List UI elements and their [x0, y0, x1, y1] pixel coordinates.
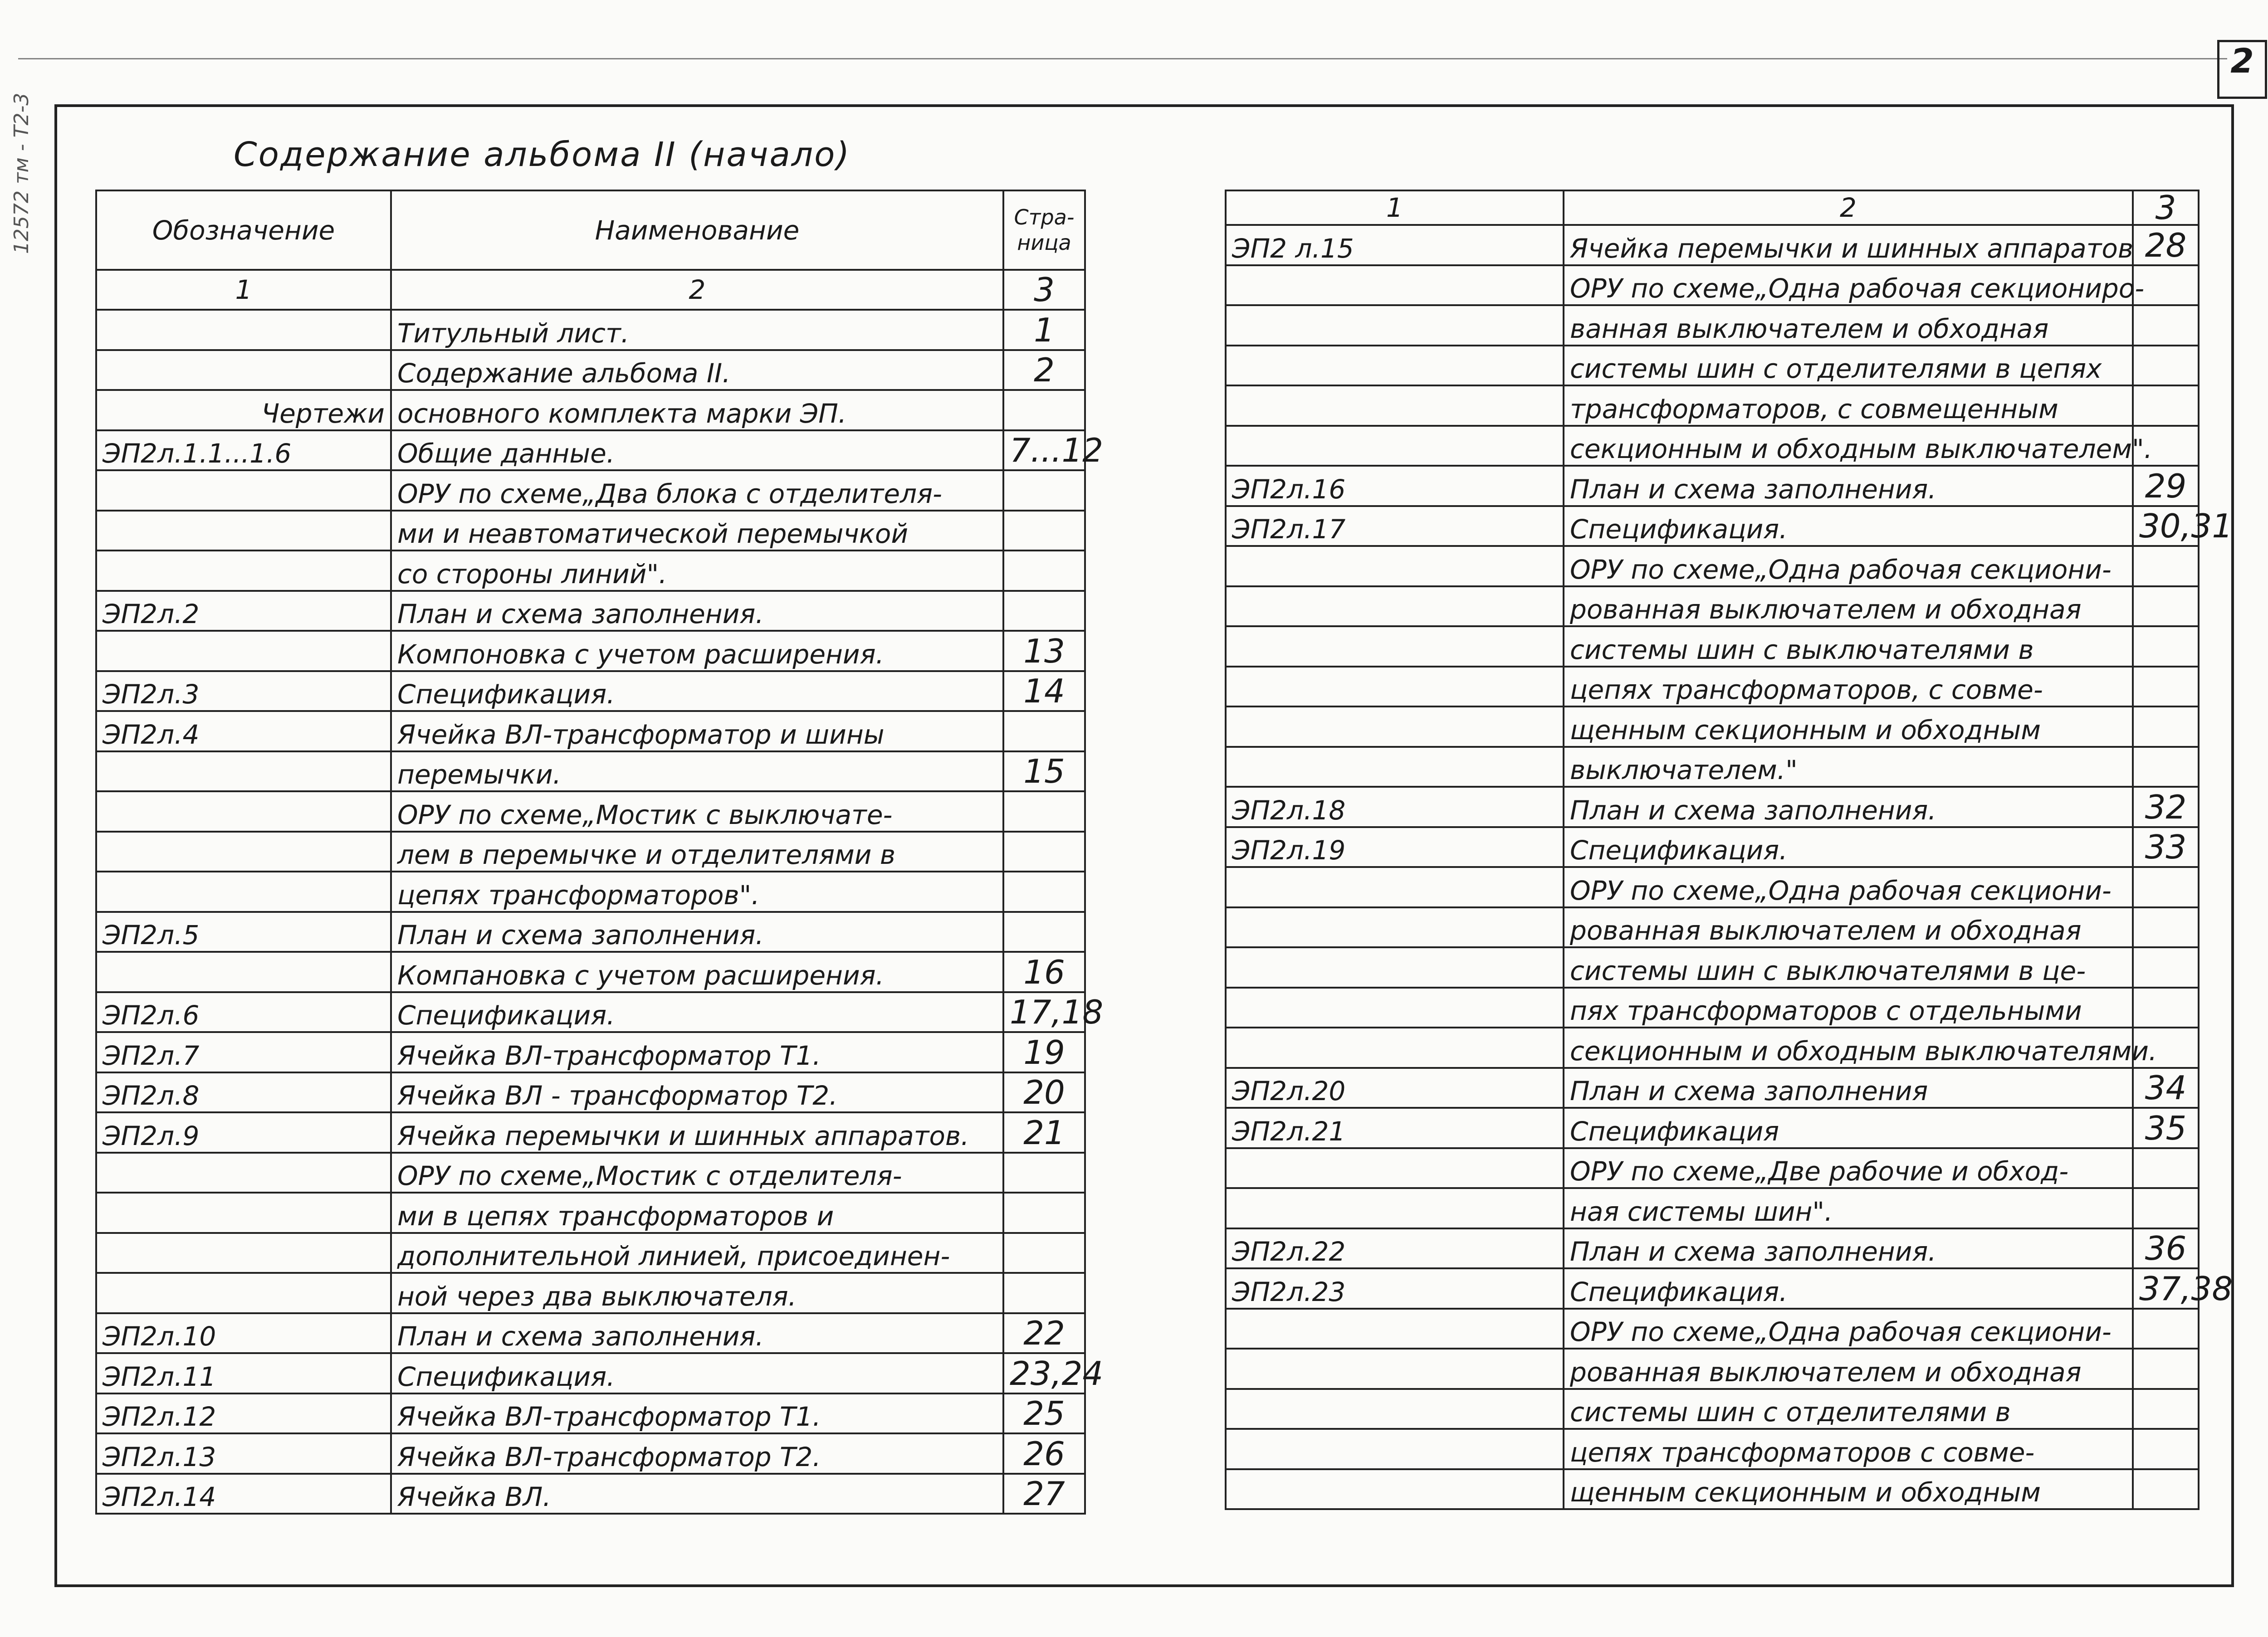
- right-colnum-row: [1226, 190, 2199, 225]
- row-name: лем в перемычке и отделителями в: [391, 832, 1003, 872]
- row-page: [2133, 1349, 2199, 1389]
- row-name: цепях трансформаторов с совме-: [1564, 1429, 2133, 1469]
- row-designation: [96, 310, 391, 350]
- row-designation: [1226, 667, 1564, 707]
- row-name: Спецификация.: [1564, 506, 2133, 546]
- row-designation: [96, 470, 391, 511]
- row-name: пях трансформаторов с отдельными: [1564, 988, 2133, 1028]
- row-name: системы шин с выключателями в: [1564, 626, 2133, 667]
- row-name: Ячейка перемычки и шинных аппаратов.: [391, 1112, 1003, 1153]
- table-row: [1226, 346, 2199, 386]
- row-page: 25: [1003, 1393, 1085, 1434]
- row-page: 22: [1003, 1313, 1085, 1354]
- row-page: [1003, 551, 1085, 591]
- row-name: дополнительной линией, присоединен-: [391, 1233, 1003, 1273]
- row-name: ОРУ по схеме„Мостик с отделителя-: [391, 1153, 1003, 1193]
- row-designation: [1226, 1188, 1564, 1228]
- table-row: [1226, 667, 2199, 707]
- row-name: цепях трансформаторов".: [391, 872, 1003, 912]
- row-page: 19: [1003, 1032, 1085, 1072]
- row-name: Ячейка ВЛ - трансформатор Т2.: [391, 1072, 1003, 1113]
- row-name: ми в цепях трансформаторов и: [391, 1193, 1003, 1233]
- table-row: [96, 1072, 1085, 1113]
- row-name: Спецификация.: [391, 1353, 1003, 1393]
- row-page: 30,31: [2133, 506, 2199, 546]
- table-row: [96, 952, 1085, 992]
- table-row: [96, 751, 1085, 792]
- row-designation: ЭП2л.21: [1226, 1108, 1564, 1148]
- row-designation: [96, 551, 391, 591]
- row-designation: ЭП2л.19: [1226, 827, 1564, 867]
- table-row: [96, 791, 1085, 832]
- row-name: План и схема заполнения.: [1564, 787, 2133, 827]
- row-name: ОРУ по схеме„Одна рабочая секциони-: [1564, 867, 2133, 907]
- row-page: [1003, 832, 1085, 872]
- row-designation: [1226, 265, 1564, 306]
- row-page: [2133, 1309, 2199, 1349]
- row-page: [2133, 947, 2199, 988]
- row-name: Спецификация.: [391, 671, 1003, 711]
- table-row: [96, 310, 1085, 350]
- row-name: Ячейка ВЛ-трансформатор Т1.: [391, 1032, 1003, 1072]
- row-page: 2: [1003, 350, 1085, 390]
- row-page: [1003, 470, 1085, 511]
- row-name: ОРУ по схеме„Одна рабочая секциони-: [1564, 1309, 2133, 1349]
- table-row: [1226, 706, 2199, 747]
- row-page: [2133, 667, 2199, 707]
- page-title: Содержание альбома II (начало): [234, 135, 851, 174]
- row-designation: [96, 631, 391, 671]
- row-page: [2133, 988, 2199, 1028]
- table-row: [1226, 385, 2199, 426]
- row-name: цепях трансформаторов, с совме-: [1564, 667, 2133, 707]
- row-name: основного комплекта марки ЭП.: [391, 390, 1003, 430]
- row-name: секционным и обходным выключателем".: [1564, 426, 2133, 466]
- row-name: системы шин с выключателями в це-: [1564, 947, 2133, 988]
- row-page: [1003, 1193, 1085, 1233]
- row-designation: ЭП2л.12: [96, 1393, 391, 1434]
- row-page: [2133, 1389, 2199, 1429]
- side-code: 12572 тм - Т2-3: [10, 93, 33, 254]
- table-row: [1226, 1108, 2199, 1148]
- colnum-2: 2: [391, 270, 1003, 310]
- table-row: [1226, 426, 2199, 466]
- table-row: [96, 591, 1085, 631]
- row-designation: ЭП2л.7: [96, 1032, 391, 1072]
- table-row: [96, 1193, 1085, 1233]
- row-page: 14: [1003, 671, 1085, 711]
- colnum-1: 1: [96, 270, 391, 310]
- colnum-1: 1: [1226, 190, 1564, 225]
- row-page: 33: [2133, 827, 2199, 867]
- table-row: [96, 430, 1085, 471]
- row-name: Ячейка ВЛ.: [391, 1474, 1003, 1514]
- table-row: [96, 1353, 1085, 1393]
- row-name: выключателем.": [1564, 747, 2133, 787]
- row-designation: [96, 1153, 391, 1193]
- row-designation: [1226, 706, 1564, 747]
- row-page: [1003, 1233, 1085, 1273]
- row-name: ной через два выключателя.: [391, 1273, 1003, 1313]
- row-designation: [1226, 867, 1564, 907]
- table-row: [96, 631, 1085, 671]
- table-row: [96, 1433, 1085, 1474]
- row-designation: [96, 791, 391, 832]
- table-row: [1226, 546, 2199, 586]
- table-row: [96, 1233, 1085, 1273]
- row-page: [1003, 390, 1085, 430]
- row-designation: [1226, 626, 1564, 667]
- table-row: [1226, 1228, 2199, 1269]
- row-page: [2133, 1469, 2199, 1510]
- row-name: секционным и обходным выключателями.: [1564, 1028, 2133, 1068]
- table-row: [1226, 1028, 2199, 1068]
- table-row: [1226, 867, 2199, 907]
- row-name: рованная выключателем и обходная: [1564, 1349, 2133, 1389]
- row-name: Ячейка ВЛ-трансформатор Т2.: [391, 1433, 1003, 1474]
- row-designation: ЭП2л.3: [96, 671, 391, 711]
- row-designation: ЭП2л.11: [96, 1353, 391, 1393]
- row-designation: [1226, 586, 1564, 627]
- row-page: 13: [1003, 631, 1085, 671]
- row-name: План и схема заполнения.: [1564, 1228, 2133, 1269]
- table-row: [1226, 1389, 2199, 1429]
- row-designation: [1226, 385, 1564, 426]
- row-name: Содержание альбома II.: [391, 350, 1003, 390]
- row-designation: [1226, 546, 1564, 586]
- row-name: Спецификация.: [1564, 827, 2133, 867]
- row-page: [1003, 1273, 1085, 1313]
- table-row: [96, 390, 1085, 430]
- row-page: 20: [1003, 1072, 1085, 1113]
- header-name: Наименование: [391, 190, 1003, 270]
- row-page: [2133, 867, 2199, 907]
- row-page: [1003, 791, 1085, 832]
- row-name: Компоновка с учетом расширения.: [391, 631, 1003, 671]
- row-designation: ЭП2л.2: [96, 591, 391, 631]
- row-designation: ЭП2л.9: [96, 1112, 391, 1153]
- colnum-2: 2: [1564, 190, 2133, 225]
- row-name: системы шин с отделителями в: [1564, 1389, 2133, 1429]
- table-row: [96, 1032, 1085, 1072]
- row-designation: ЭП2л.16: [1226, 466, 1564, 506]
- row-name: Общие данные.: [391, 430, 1003, 471]
- row-designation: ЭП2л.14: [96, 1474, 391, 1514]
- row-designation: ЭП2л.20: [1226, 1068, 1564, 1108]
- row-page: [2133, 1429, 2199, 1469]
- row-name: Титульный лист.: [391, 310, 1003, 350]
- row-name: ОРУ по схеме„Две рабочие и обход-: [1564, 1148, 2133, 1189]
- row-page: [2133, 305, 2199, 346]
- row-designation: [1226, 988, 1564, 1028]
- row-name: ная системы шин".: [1564, 1188, 2133, 1228]
- table-row: [1226, 1309, 2199, 1349]
- table-row: [96, 470, 1085, 511]
- row-designation: [96, 751, 391, 792]
- row-designation: [96, 1193, 391, 1233]
- table-row: [1226, 626, 2199, 667]
- row-name: ОРУ по схеме„Два блока с отделителя-: [391, 470, 1003, 511]
- header-page: Стра- ница: [1003, 190, 1085, 270]
- colnum-3: 3: [1003, 270, 1085, 310]
- row-name: Компановка с учетом расширения.: [391, 952, 1003, 992]
- left-contents-table: [95, 190, 1104, 1515]
- row-designation: [1226, 346, 1564, 386]
- row-page: 23,24: [1003, 1353, 1085, 1393]
- row-designation: [1226, 1028, 1564, 1068]
- row-name: ми и неавтоматической перемычкой: [391, 511, 1003, 551]
- row-name: рованная выключателем и обходная: [1564, 907, 2133, 948]
- table-row: [1226, 1349, 2199, 1389]
- row-designation: ЭП2л.22: [1226, 1228, 1564, 1269]
- row-designation: ЭП2л.4: [96, 711, 391, 751]
- row-designation: ЭП2л.23: [1226, 1268, 1564, 1309]
- row-name: со стороны линий".: [391, 551, 1003, 591]
- row-designation: [1226, 1469, 1564, 1510]
- row-designation: [1226, 947, 1564, 988]
- table-row: [96, 912, 1085, 952]
- row-designation: ЭП2л.5: [96, 912, 391, 952]
- row-name: рованная выключателем и обходная: [1564, 586, 2133, 627]
- row-designation: [1226, 305, 1564, 346]
- row-name: ОРУ по схеме„Одна рабочая секциониро-: [1564, 265, 2133, 306]
- right-contents-table: [1225, 189, 2233, 1510]
- table-row: [1226, 947, 2199, 988]
- row-designation: [96, 350, 391, 390]
- row-page: 16: [1003, 952, 1085, 992]
- row-name: Ячейка ВЛ-трансформатор и шины: [391, 711, 1003, 751]
- table-row: [96, 872, 1085, 912]
- row-designation: [1226, 1429, 1564, 1469]
- row-page: [1003, 1153, 1085, 1193]
- row-page: 34: [2133, 1068, 2199, 1108]
- row-designation: ЭП2л.1.1...1.6: [96, 430, 391, 471]
- row-designation: [96, 1273, 391, 1313]
- row-designation: ЭП2л.17: [1226, 506, 1564, 546]
- table-row: [1226, 988, 2199, 1028]
- row-name: Ячейка перемычки и шинных аппаратов: [1564, 225, 2133, 265]
- row-name: ОРУ по схеме„Мостик с выключате-: [391, 791, 1003, 832]
- row-name: щенным секционным и обходным: [1564, 706, 2133, 747]
- row-page: 26: [1003, 1433, 1085, 1474]
- row-page: 37,38: [2133, 1268, 2199, 1309]
- colnum-3: 3: [2133, 190, 2199, 225]
- table-row: [1226, 827, 2199, 867]
- row-name: трансформаторов, с совмещенным: [1564, 385, 2133, 426]
- row-designation: [1226, 1389, 1564, 1429]
- row-designation: [1226, 747, 1564, 787]
- row-name: План и схема заполнения.: [1564, 466, 2133, 506]
- row-name: Спецификация.: [1564, 1268, 2133, 1309]
- table-row: [1226, 1429, 2199, 1469]
- row-page: [2133, 747, 2199, 787]
- table-row: [1226, 586, 2199, 627]
- table-row: [96, 551, 1085, 591]
- row-name: системы шин с отделителями в цепях: [1564, 346, 2133, 386]
- table-row: [96, 1474, 1085, 1514]
- row-page: 28: [2133, 225, 2199, 265]
- row-page: 1: [1003, 310, 1085, 350]
- table-row: [1226, 305, 2199, 346]
- row-page: [2133, 626, 2199, 667]
- table-row: [96, 511, 1085, 551]
- row-designation: ЭП2 л.15: [1226, 225, 1564, 265]
- row-page: 35: [2133, 1108, 2199, 1148]
- table-row: [96, 1112, 1085, 1153]
- row-page: 15: [1003, 751, 1085, 792]
- row-designation: [96, 872, 391, 912]
- table-row: [1226, 1469, 2199, 1510]
- row-name: Спецификация: [1564, 1108, 2133, 1148]
- table-row: [96, 1393, 1085, 1434]
- row-page: [1003, 591, 1085, 631]
- row-page: 27: [1003, 1474, 1085, 1514]
- row-page: [2133, 907, 2199, 948]
- table-row: [96, 832, 1085, 872]
- left-colnum-row: [96, 270, 1085, 310]
- table-row: [1226, 1068, 2199, 1108]
- row-page: 17,18: [1003, 992, 1085, 1033]
- row-page: 21: [1003, 1112, 1085, 1153]
- table-row: [1226, 747, 2199, 787]
- sheet-number: 2: [2230, 42, 2254, 81]
- row-designation: [1226, 1148, 1564, 1189]
- row-name: План и схема заполнения.: [391, 912, 1003, 952]
- row-page: [1003, 511, 1085, 551]
- row-name: Спецификация.: [391, 992, 1003, 1033]
- row-page: 7...12: [1003, 430, 1085, 471]
- left-header-row: [96, 190, 1085, 270]
- table-row: [1226, 225, 2199, 265]
- table-row: [1226, 787, 2199, 827]
- row-page: [2133, 706, 2199, 747]
- row-designation: ЭП2л.8: [96, 1072, 391, 1113]
- table-row: [96, 350, 1085, 390]
- row-page: 36: [2133, 1228, 2199, 1269]
- row-page: 32: [2133, 787, 2199, 827]
- row-designation: ЭП2л.13: [96, 1433, 391, 1474]
- row-designation: Чертежи: [96, 390, 391, 430]
- row-designation: [1226, 1309, 1564, 1349]
- row-designation: [96, 1233, 391, 1273]
- row-page: [2133, 385, 2199, 426]
- table-row: [96, 1273, 1085, 1313]
- row-page: [2133, 1188, 2199, 1228]
- row-page: [2133, 586, 2199, 627]
- row-designation: ЭП2л.10: [96, 1313, 391, 1354]
- row-designation: [1226, 907, 1564, 948]
- table-row: [96, 992, 1085, 1033]
- row-page: [2133, 346, 2199, 386]
- table-row: [96, 671, 1085, 711]
- table-row: [1226, 1148, 2199, 1189]
- row-page: [1003, 711, 1085, 751]
- table-row: [1226, 1188, 2199, 1228]
- table-row: [96, 711, 1085, 751]
- row-name: ванная выключателем и обходная: [1564, 305, 2133, 346]
- row-page: [1003, 912, 1085, 952]
- top-rule: [18, 58, 2227, 59]
- header-designation: Обозначение: [96, 190, 391, 270]
- row-designation: [1226, 426, 1564, 466]
- row-page: [1003, 872, 1085, 912]
- table-row: [1226, 265, 2199, 306]
- row-name: перемычки.: [391, 751, 1003, 792]
- row-designation: ЭП2л.6: [96, 992, 391, 1033]
- row-name: План и схема заполнения.: [391, 591, 1003, 631]
- row-designation: [96, 952, 391, 992]
- row-name: щенным секционным и обходным: [1564, 1469, 2133, 1510]
- row-designation: [96, 832, 391, 872]
- table-row: [1226, 506, 2199, 546]
- table-row: [1226, 466, 2199, 506]
- row-page: [2133, 546, 2199, 586]
- row-name: Ячейка ВЛ-трансформатор Т1.: [391, 1393, 1003, 1434]
- row-page: [2133, 1148, 2199, 1189]
- row-designation: [96, 511, 391, 551]
- table-row: [96, 1153, 1085, 1193]
- table-row: [1226, 1268, 2199, 1309]
- row-designation: ЭП2л.18: [1226, 787, 1564, 827]
- table-row: [96, 1313, 1085, 1354]
- table-row: [1226, 907, 2199, 948]
- row-name: ОРУ по схеме„Одна рабочая секциони-: [1564, 546, 2133, 586]
- row-name: План и схема заполнения: [1564, 1068, 2133, 1108]
- row-designation: [1226, 1349, 1564, 1389]
- row-page: 29: [2133, 466, 2199, 506]
- row-name: План и схема заполнения.: [391, 1313, 1003, 1354]
